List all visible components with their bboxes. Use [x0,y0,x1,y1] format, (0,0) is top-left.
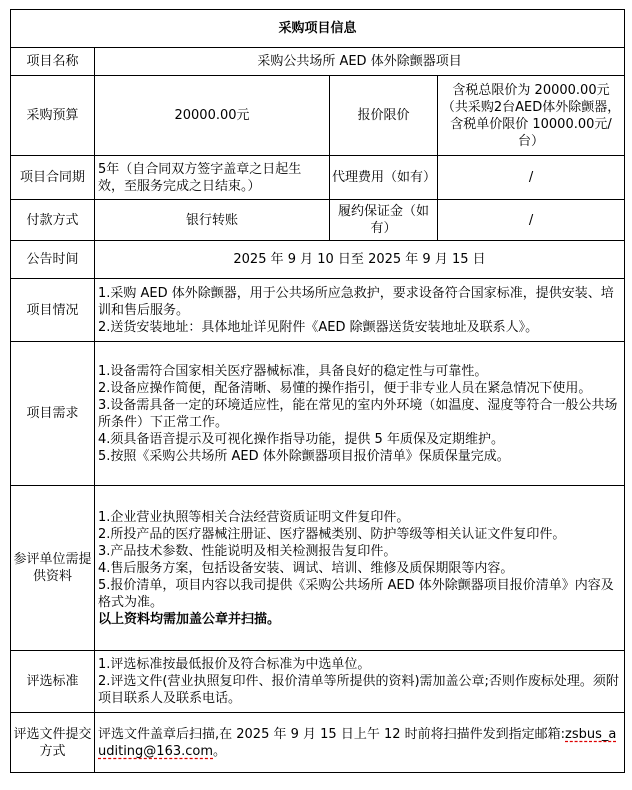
requirement-item: 2.设备应操作简便，配备清晰、易懂的操作指引，便于非专业人员在紧急情况下使用。 [98,380,592,396]
document-item: 4.售后服务方案，包括设备安装、调试、培训、维修及质保期限等内容。 [98,560,514,576]
situation-item: 1.采购 AED 体外除颤器，用于公共场所应急救护，要求设备符合国家标准，提供安装、培训和售后服务。 [98,285,614,318]
payment-value: 银行转账 [95,200,330,241]
criteria-item: 1.评选标准按最低报价及符合标准为中选单位。 [98,657,371,672]
agency-fee-label: 代理费用（如有） [330,156,438,200]
requirement-item: 4.须具备语音提示及可视化操作指导功能，提供 5 年质保及定期维护。 [98,431,504,447]
budget-label: 采购预算 [11,76,95,156]
announcement-label: 公告时间 [11,241,95,279]
project-name-value: 采购公共场所 AED 体外除颤器项目 [95,48,625,76]
document-item: 3.产品技术参数、性能说明及相关检测报告复印件。 [98,543,397,559]
criteria-label: 评选标准 [11,651,95,713]
deposit-label: 履约保证金（如有） [330,200,438,241]
requirement-item: 5.按照《采购公共场所 AED 体外除颤器项目报价清单》保质保量完成。 [98,448,510,464]
document-item: 5.报价清单，项目内容以我司提供《采购公共场所 AED 体外除颤器项目报价清单》内容及格式为准。 [98,577,614,610]
project-name-label: 项目名称 [11,48,95,76]
document-item: 2.所投产品的医疗器械注册证、医疗器械类别、防护等级等相关认证文件复印件。 [98,526,566,542]
agency-fee-value: / [438,156,625,200]
criteria-item: 2.评选文件(营业执照复印件、报价清单等所提供的资料)需加盖公章;否则作废标处理。须附项目联系人及联系电话。 [98,674,619,706]
contract-term-value: 5年（自合同双方签字盖章之日起生效，至服务完成之日结束。） [95,156,330,200]
submission-content [95,713,625,773]
documents-note: 以上资料均需加盖公章并扫描。 [98,611,281,627]
deposit-value: / [438,200,625,241]
situation-label: 项目情况 [11,279,95,342]
submission-email[interactable]: zsbus_auditing@163.com [98,726,617,759]
announcement-value: 2025 年 9 月 10 日至 2025 年 9 月 15 日 [95,241,625,279]
situation-item: 2.送货安装地址：具体地址详见附件《AED 除颤器送货安装地址及联系人》。 [98,319,539,335]
price-limit-label: 报价限价 [330,76,438,156]
price-limit-value: 含税总限价为 20000.00元（共采购2台AED体外除颤器，含税单价限价 10000.00元/台） [438,76,625,156]
requirement-item: 3.设备需具备一定的环境适应性，能在常见的室内外环境（如温度、湿度等符合一般公共场所条件）下正常工作。 [98,397,618,430]
procurement-info-table [10,9,625,773]
requirements-label: 项目需求 [11,342,95,486]
table-title: 采购项目信息 [11,10,625,48]
submission-label: 评选文件提交方式 [11,713,95,773]
requirements-content [95,342,625,486]
payment-label: 付款方式 [11,200,95,241]
submission-text: 评选文件盖章后扫描,在 2025 年 9 月 15 日上午 12 时前将扫描件发到指定邮箱: [98,726,566,742]
requirement-item: 1.设备需符合国家相关医疗器械标准，具备良好的稳定性与可靠性。 [98,363,488,379]
submission-end: 。 [213,743,227,759]
contract-term-label: 项目合同期 [11,156,95,200]
documents-content [95,486,625,651]
documents-label: 参评单位需提供资料 [11,486,95,651]
situation-content [95,279,625,342]
budget-value: 20000.00元 [95,76,330,156]
criteria-content [95,651,625,713]
document-item: 1.企业营业执照等相关合法经营资质证明文件复印件。 [98,509,410,525]
